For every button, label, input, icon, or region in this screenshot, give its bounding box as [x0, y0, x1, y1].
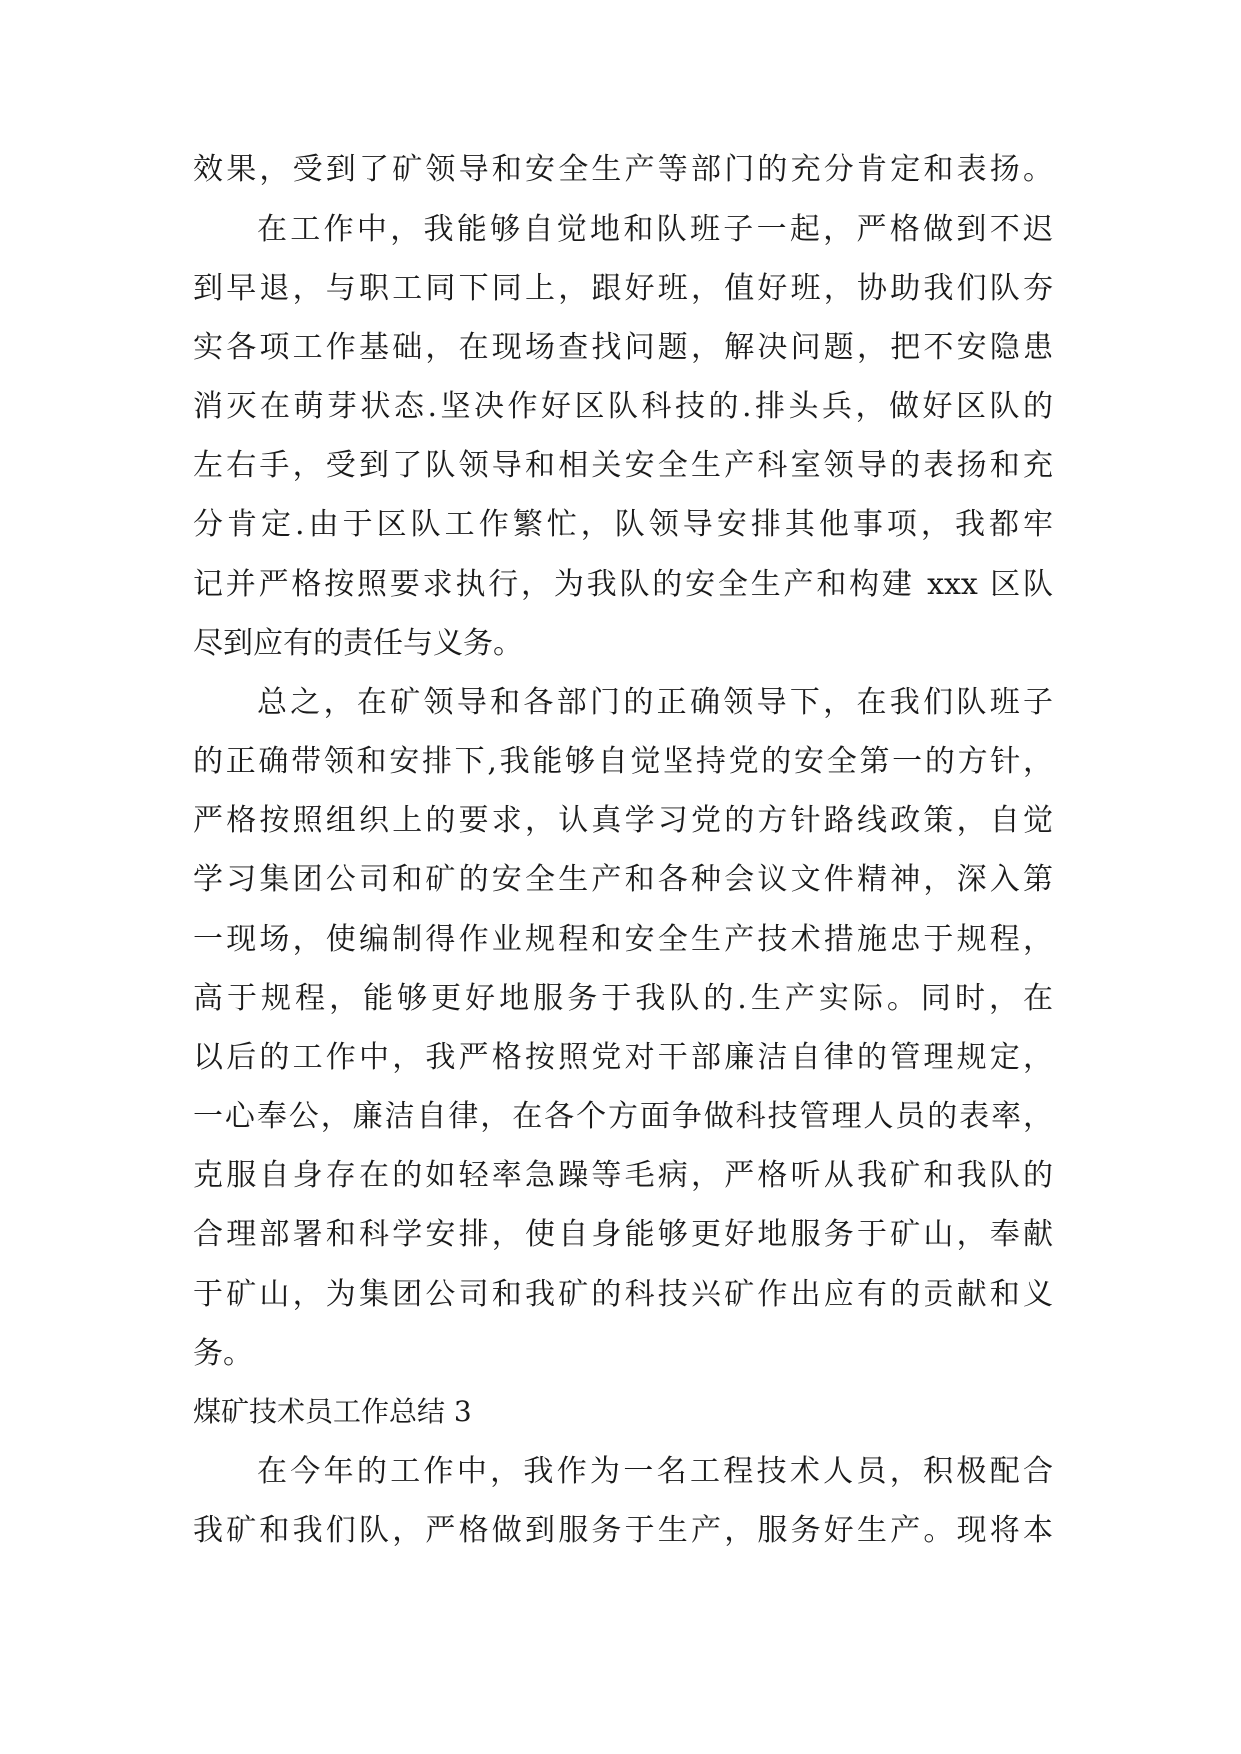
text-line: 于矿山，为集团公司和我矿的科技兴矿作出应有的贡献和义 — [193, 1277, 1053, 1312]
text-line: 记并严格按照要求执行，为我队的安全生产和构建 xxx 区队 — [193, 567, 1053, 602]
text-line: 克服自身存在的如轻率急躁等毛病，严格听从我矿和我队的 — [193, 1158, 1053, 1193]
text-line: 学习集团公司和矿的安全生产和各种会议文件精神，深入第 — [193, 862, 1053, 897]
section-heading: 煤矿技术员工作总结 3 — [193, 1395, 472, 1428]
text-line: 一现场，使编制得作业规程和安全生产技术措施忠于规程， — [193, 922, 1053, 957]
text-line: 合理部署和科学安排，使自身能够更好地服务于矿山，奉献 — [193, 1217, 1053, 1252]
text-line: 实各项工作基础，在现场查找问题，解决问题，把不安隐患 — [193, 330, 1053, 365]
text-line: 的正确带领和安排下,我能够自觉坚持党的安全第一的方针， — [193, 744, 1053, 779]
text-line: 务。 — [193, 1336, 253, 1371]
text-line: 一心奉公，廉洁自律，在各个方面争做科技管理人员的表率， — [193, 1099, 1053, 1134]
text-line: 到早退，与职工同下同上，跟好班，值好班，协助我们队夯 — [193, 271, 1053, 306]
text-line: 消灭在萌芽状态.坚决作好区队科技的.排头兵，做好区队的 — [193, 389, 1053, 424]
paragraph-first-line: 总之，在矿领导和各部门的正确领导下，在我们队班子 — [257, 685, 1053, 720]
text-line: 高于规程，能够更好地服务于我队的.生产实际。同时，在 — [193, 981, 1053, 1016]
text-line: 分肯定.由于区队工作繁忙，队领导安排其他事项，我都牢 — [193, 507, 1053, 542]
paragraph-first-line: 在工作中，我能够自觉地和队班子一起，严格做到不迟 — [257, 212, 1053, 247]
text-line: 效果，受到了矿领导和安全生产等部门的充分肯定和表扬。 — [193, 152, 1053, 187]
paragraph-first-line: 在今年的工作中，我作为一名工程技术人员，积极配合 — [257, 1454, 1053, 1489]
text-line: 严格按照组织上的要求，认真学习党的方针路线政策，自觉 — [193, 803, 1053, 838]
text-line: 尽到应有的责任与义务。 — [193, 626, 523, 661]
text-line: 以后的工作中，我严格按照党对干部廉洁自律的管理规定， — [193, 1040, 1053, 1075]
text-line: 我矿和我们队，严格做到服务于生产，服务好生产。现将本 — [193, 1513, 1053, 1548]
text-line: 左右手，受到了队领导和相关安全生产科室领导的表扬和充 — [193, 448, 1053, 483]
